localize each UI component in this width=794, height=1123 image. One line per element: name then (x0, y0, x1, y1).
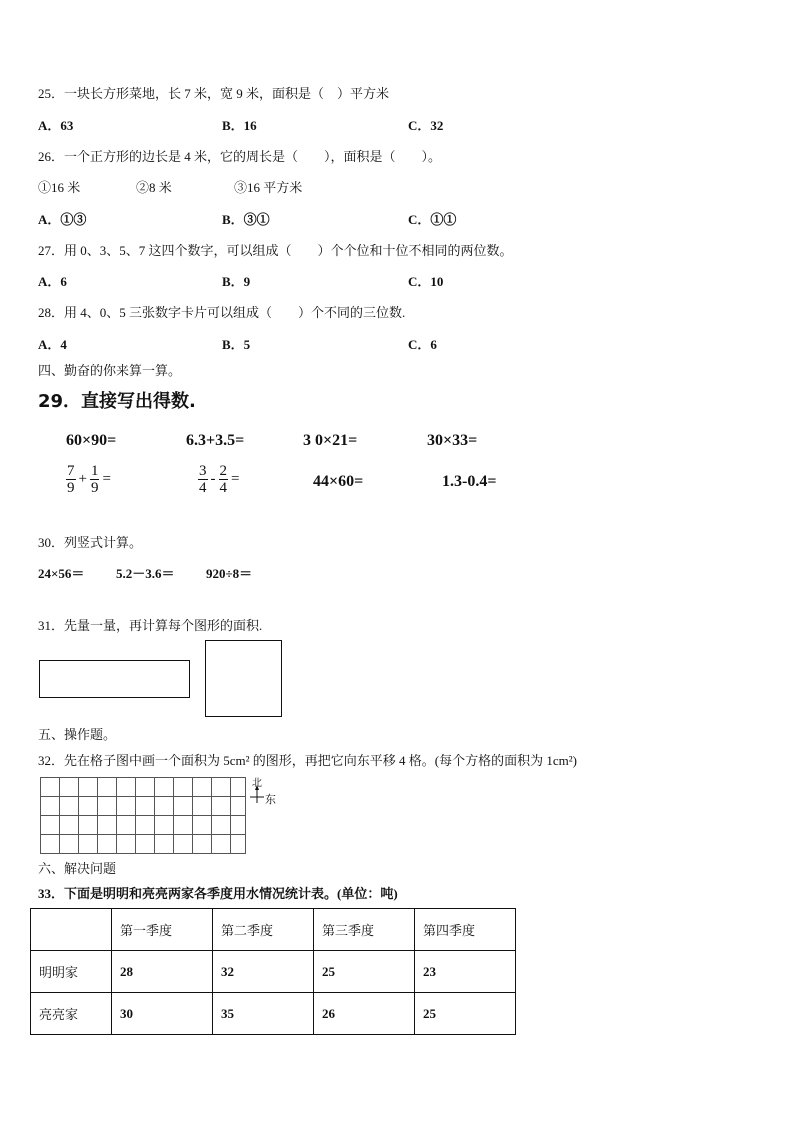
q28-option-c: C．6 (408, 337, 437, 352)
square-grid[interactable] (40, 777, 246, 854)
question-29-title: 29．直接写出得数. (38, 391, 196, 412)
q25-option-b: B．16 (222, 118, 257, 133)
q26-choice-3: ③16 平方米 (234, 180, 303, 195)
question-31-text: 31．先量一量，再计算每个图形的面积. (38, 618, 263, 633)
vertical-calc-item: 920÷8＝ (206, 566, 253, 581)
compass-north-label: 北 (252, 778, 262, 789)
table-cell: 30 (112, 993, 213, 1035)
fraction-numerator: 1 (90, 463, 99, 479)
equals-sign: = (231, 471, 240, 487)
q26-option-b: B．③① (222, 212, 270, 227)
vertical-calc-item: 24×56＝ (38, 566, 85, 581)
section-5-heading: 五、操作题。 (38, 727, 117, 742)
operator: + (78, 471, 87, 487)
calc-item: 1.3-0.4= (442, 473, 497, 490)
section-6-heading: 六、解决问题 (38, 861, 117, 876)
fraction-denominator: 4 (199, 480, 207, 496)
row-label: 亮亮家 (31, 993, 112, 1035)
q25-option-c: C．32 (408, 118, 444, 133)
water-usage-table (30, 908, 516, 1035)
table-header-cell: 第一季度 (112, 909, 213, 951)
q27-option-a: A．6 (38, 274, 67, 289)
question-28-text: 28．用 4、0、5 三张数字卡片可以组成（ ）个不同的三位数. (38, 305, 406, 320)
fraction-numerator: 7 (67, 463, 75, 479)
table-row (31, 993, 516, 1035)
table-cell: 35 (213, 993, 314, 1035)
question-26-text: 26．一个正方形的边长是 4 米，它的周长是（ ），面积是（ ）。 (38, 149, 442, 164)
question-27-text: 27．用 0、3、5、7 这四个数字，可以组成（ ）个个位和十位不相同的两位数。 (38, 243, 513, 258)
question-33-text: 33．下面是明明和亮亮两家各季度用水情况统计表。(单位：吨) (38, 886, 398, 901)
q25-option-a: A．63 (38, 118, 74, 133)
fraction-denominator: 9 (90, 480, 99, 496)
calc-item: 44×60= (313, 473, 364, 490)
table-cell: 26 (314, 993, 415, 1035)
square-figure (205, 640, 282, 717)
fraction-denominator: 9 (67, 480, 75, 496)
table-cell: 28 (112, 951, 213, 993)
q28-option-a: A．4 (38, 337, 67, 352)
q27-option-b: B．9 (222, 274, 251, 289)
q26-choice-2: ②8 米 (136, 180, 172, 195)
equals-sign: = (102, 471, 111, 487)
fraction-denominator: 4 (219, 480, 227, 496)
rectangle-figure (39, 660, 190, 698)
table-cell: 25 (415, 993, 516, 1035)
q26-choice-1: ①16 米 (38, 180, 81, 195)
q26-option-c: C．①① (408, 212, 457, 227)
table-header-cell: 第四季度 (415, 909, 516, 951)
question-32-text: 32．先在格子图中画一个面积为 5cm² 的图形，再把它向东平移 4 格。(每个方格的面积为 1cm²) (38, 753, 577, 768)
fraction-expression-2 (198, 463, 242, 496)
table-cell: 23 (415, 951, 516, 993)
vertical-calc-item: 5.2－3.6＝ (116, 566, 175, 581)
calc-item: 3 0×21= (303, 432, 358, 449)
table-header-cell: 第三季度 (314, 909, 415, 951)
row-label: 明明家 (31, 951, 112, 993)
table-header-cell: 第二季度 (213, 909, 314, 951)
q28-option-b: B．5 (222, 337, 251, 352)
table-header-row (31, 909, 516, 951)
table-row (31, 951, 516, 993)
operator: - (210, 471, 216, 487)
question-30-text: 30．列竖式计算。 (38, 535, 143, 550)
q26-option-a: A．①③ (38, 212, 87, 227)
calc-item: 6.3+3.5= (186, 432, 245, 449)
compass-east-label: 东 (265, 794, 276, 806)
q27-option-c: C．10 (408, 274, 444, 289)
fraction-numerator: 3 (199, 463, 207, 479)
calc-item: 60×90= (66, 432, 117, 449)
fraction-numerator: 2 (219, 463, 227, 479)
table-cell: 32 (213, 951, 314, 993)
calc-item: 30×33= (427, 432, 478, 449)
table-cell: 25 (314, 951, 415, 993)
table-header-cell (31, 909, 112, 951)
fraction-expression-1 (66, 463, 114, 496)
section-4-heading: 四、勤奋的你来算一算。 (38, 363, 182, 378)
question-25-text: 25．一块长方形菜地，长 7 米，宽 9 米，面积是（ ）平方米 (38, 86, 390, 101)
